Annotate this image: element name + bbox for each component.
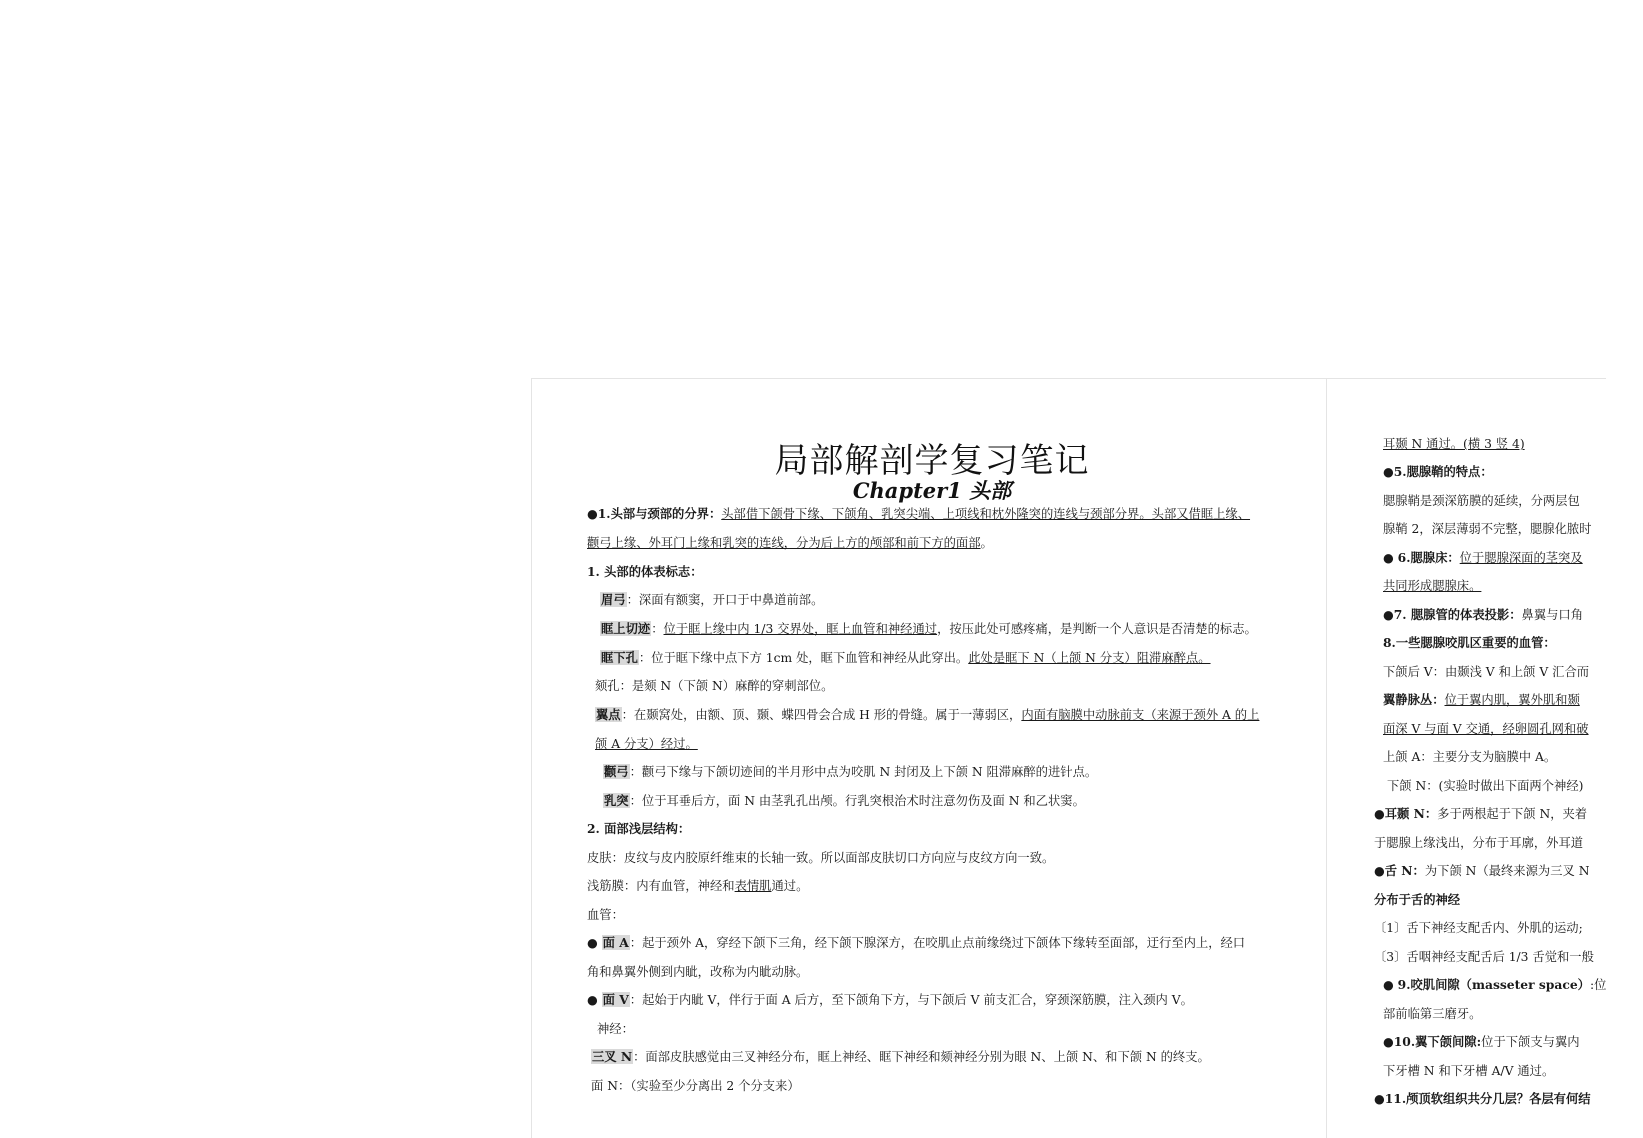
term-label: 眉弓 (601, 592, 626, 607)
paragraph-line: 下牙槽 N 和下牙槽 A/V 通过。 (1383, 1064, 1555, 1078)
paragraph-line: 血管： (587, 908, 624, 922)
underlined-text: 位于腮腺深面的茎突及 (1459, 551, 1583, 565)
section-heading: 分布于舌的神经 (1374, 892, 1461, 907)
bullet-label: 9.咬肌间隙（masseter space） (1397, 977, 1590, 992)
document-page-2 (1326, 378, 1606, 1138)
underlined-text: 位于翼内肌，翼外肌和颞 (1444, 693, 1580, 707)
paragraph-line (1383, 551, 1583, 565)
bullet-icon: ● (587, 993, 602, 1007)
term-label: 面 A (602, 935, 629, 950)
bullet-icon: ● (1383, 978, 1398, 992)
paragraph-line (591, 1050, 1210, 1064)
paragraph-line: 腺鞘 2，深层薄弱不完整，腮腺化脓时 (1383, 522, 1592, 536)
paragraph-line: 共同形成腮腺床。 (1383, 579, 1482, 593)
paragraph-line (1383, 608, 1583, 622)
section-heading: ●11.颅顶软组织共分几层？各层有何结 (1374, 1091, 1591, 1106)
underlined-text: 颧弓上缘、外耳门上缘和乳突的连线，分为后上方的颅部和前下方的面部 (587, 536, 981, 550)
bullet-label: 翼静脉丛： (1383, 692, 1445, 707)
paragraph-line: 面 N：（实验至少分离出 2 个分支来） (591, 1079, 800, 1093)
bullet-icon: ● (587, 936, 602, 950)
paragraph-line (603, 794, 1085, 808)
underlined-text: 内面有脑膜中动脉前支（来源于颈外 A 的上 (1021, 708, 1260, 722)
text-span: ：位于耳垂后方，面 N 由茎乳孔出颅。行乳突根治术时注意勿伤及面 N 和乙状窦。 (629, 794, 1085, 808)
text-span: ：在颞窝处，由额、顶、颞、蝶四骨会合成 H 形的骨缝。属于一薄弱区， (621, 708, 1022, 722)
bullet-label: ●1.头部与颈部的分界： (587, 506, 722, 521)
paragraph-line: 皮肤：皮纹与皮内胶原纤维束的长轴一致。所以面部皮肤切口方向应与皮纹方向一致。 (587, 851, 1055, 865)
paragraph-line (1374, 864, 1589, 878)
document-page-1 (531, 378, 1326, 1138)
paragraph-line (587, 507, 1250, 521)
paragraph-line (1383, 978, 1606, 992)
paragraph-line (600, 593, 823, 607)
text-span: :位 (1589, 978, 1607, 992)
underlined-text: 头部借下颌骨下缘、下颌角、乳突尖端、上项线和枕外隆突的连线与颈部分界。头部又借眶上缘、 (721, 507, 1251, 521)
section-heading: 1. 头部的体表标志： (587, 564, 703, 579)
term-label: 乳突 (604, 793, 629, 808)
paragraph-line (587, 879, 808, 893)
paragraph-line (1374, 807, 1587, 821)
paragraph-line: 于腮腺上缘浅出，分布于耳廓，外耳道 (1374, 836, 1584, 850)
paragraph-line (600, 651, 1211, 665)
text-span: ：位于眶下缘中点下方 1cm 处，眶下血管和神经从此穿出。 (638, 651, 969, 665)
text-span: ： (651, 622, 664, 636)
paragraph-line: 〔1〕舌下神经支配舌内、外肌的运动; (1374, 921, 1583, 935)
text-span: ：起于颈外 A，穿经下颌下三角，经下颌下腺深方，在咬肌止点前缘绕过下颌体下缘转至面部，迂行至内上，经口 (629, 936, 1246, 950)
paragraph-line (600, 622, 1257, 636)
text-span: 浅筋膜：内有血管，神经和 (587, 879, 735, 893)
bullet-label: 6.腮腺床： (1397, 550, 1460, 565)
paragraph-line (587, 936, 1245, 950)
bullet-label: ●10.翼下颌间隙: (1383, 1034, 1482, 1049)
underlined-text: 此处是眶下 N（上颌 N 分支）阻滞麻醉点。 (968, 651, 1211, 665)
text-span: 为下颌 N（最终来源为三叉 N (1424, 864, 1590, 878)
text-span: ：颧弓下缘与下颌切迹间的半月形中点为咬肌 N 封闭及上下颌 N 阻滞麻醉的进针点。 (629, 765, 1098, 779)
paragraph-line (595, 708, 1259, 722)
bullet-label: ●舌 N： (1374, 863, 1425, 878)
paragraph-line: 〔3〕舌咽神经支配舌后 1/3 舌觉和一般 (1374, 950, 1594, 964)
underlined-text: 颌 A 分支）经过。 (595, 737, 698, 751)
paragraph-line: 上颌 A：主要分支为脑膜中 A。 (1383, 750, 1557, 764)
underlined-text: 表情肌 (734, 879, 772, 893)
paragraph-line (587, 536, 993, 550)
section-heading: 2. 面部浅层结构： (587, 821, 691, 836)
term-label: 眶上切迹 (601, 621, 651, 636)
chapter-heading: Chapter1 头部 (852, 478, 1012, 503)
text-span: ：深面有额窦，开口于中鼻道前部。 (626, 593, 824, 607)
text-span: 。 (980, 536, 993, 550)
term-label: 颧弓 (604, 764, 629, 779)
paragraph-line: 腮腺鞘是颈深筋膜的延续，分两层包 (1383, 494, 1580, 508)
text-span: ：面部皮肤感觉由三叉神经分布，眶上神经、眶下神经和颏神经分别为眼 N、上颌 N、和下颌 N 的终支。 (633, 1050, 1210, 1064)
text-span: 位于下颌支与翼内 (1481, 1035, 1580, 1049)
paragraph-line: 下颌后 V：由颞浅 V 和上颌 V 汇合而 (1383, 665, 1590, 679)
paragraph-line (595, 737, 698, 751)
paragraph-line (587, 993, 1193, 1007)
text-span: 鼻翼与口角 (1521, 608, 1584, 622)
document-title: 局部解剖学复习笔记 (774, 441, 1090, 481)
paragraph-line: 角和鼻翼外侧到内眦，改称为内眦动脉。 (587, 965, 809, 979)
term-label: 翼点 (596, 707, 621, 722)
paragraph-line (603, 765, 1097, 779)
paragraph-line: 下颌 N：(实验时做出下面两个神经) (1387, 779, 1584, 793)
text-span: ，按压此处可感疼痛，是判断一个人意识是否清楚的标志。 (937, 622, 1257, 636)
term-label: 三叉 N (592, 1049, 633, 1064)
term-label: 眶下孔 (601, 650, 638, 665)
paragraph-line: 颏孔：是颏 N（下颌 N）麻醉的穿刺部位。 (595, 679, 834, 693)
paragraph-line: 面深 V 与面 V 交通，经卵圆孔网和破 (1383, 722, 1589, 736)
text-span: ：起始于内眦 V，伴行于面 A 后方，至下颌角下方，与下颌后 V 前支汇合，穿颈深筋膜，注入颈内 V。 (629, 993, 1193, 1007)
underlined-text: 位于眶上缘中内 1/3 交界处，眶上血管和神经通过 (663, 622, 938, 636)
paragraph-line: 部前临第三磨牙。 (1383, 1007, 1482, 1021)
paragraph-line: 神经： (597, 1022, 634, 1036)
paragraph-line (1383, 1035, 1580, 1049)
text-span: 多于两根起于下颌 N，夹着 (1437, 807, 1588, 821)
section-heading: 8.一些腮腺咬肌区重要的血管： (1383, 635, 1556, 650)
paragraph-line (1383, 693, 1580, 707)
bullet-label: ●耳颞 N： (1374, 806, 1438, 821)
term-label: 面 V (602, 992, 629, 1007)
bullet-label: ●7. 腮腺管的体表投影： (1383, 607, 1522, 622)
section-heading: ●5.腮腺鞘的特点： (1383, 464, 1493, 479)
text-span: 通过。 (771, 879, 809, 893)
bullet-icon: ● (1383, 551, 1398, 565)
paragraph-line: 耳颞 N 通过。(横 3 竖 4) (1383, 437, 1525, 451)
